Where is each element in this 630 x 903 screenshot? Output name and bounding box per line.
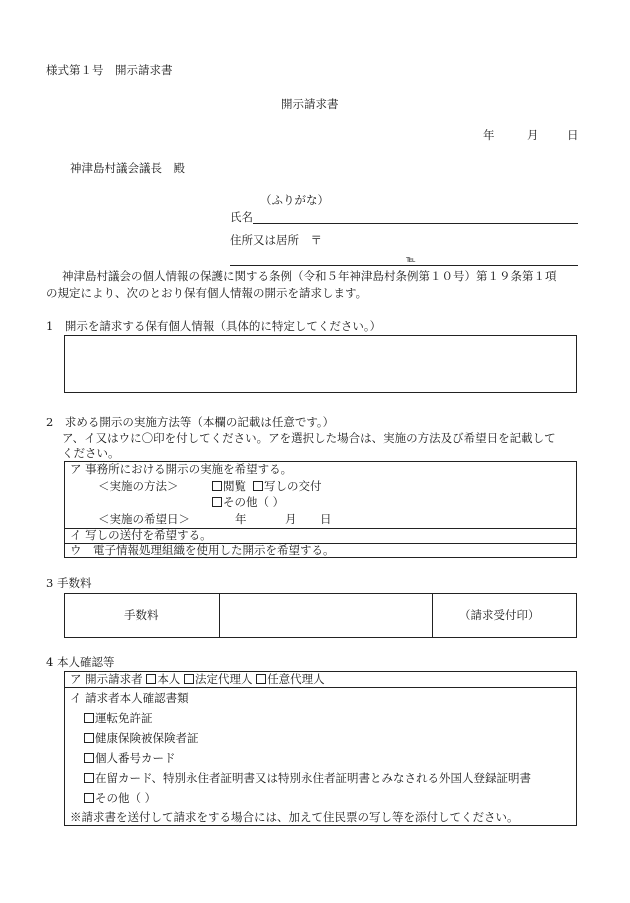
id-doc-mynumber-checkbox[interactable] — [84, 753, 94, 763]
requester-voluntary-option[interactable] — [256, 672, 325, 686]
id-doc-residence-label: 在留カード、特別永住者証明書又は特別永住者証明書とみなされる外国人登録証明書 — [95, 771, 531, 785]
method-other-label: その他（ ） — [223, 495, 285, 509]
method-other-checkbox[interactable] — [212, 497, 222, 507]
furigana-label: （ふりがな） — [260, 193, 329, 207]
page-title: 開示請求書 — [281, 97, 339, 111]
tel-label: ℡ — [406, 255, 416, 265]
requester-legal-checkbox[interactable] — [184, 674, 194, 684]
requester-row — [70, 673, 325, 687]
id-doc-insurance-checkbox[interactable] — [84, 733, 94, 743]
fee-label: 手数料 — [124, 608, 159, 622]
method-inspect-option[interactable] — [212, 480, 246, 494]
addressee: 神津島村議会議長 殿 — [70, 161, 185, 175]
id-doc-other-label: その他（ ） — [95, 791, 157, 805]
method-copy-checkbox[interactable] — [253, 481, 263, 491]
id-doc-title: イ 請求者本人確認書類 — [70, 691, 189, 705]
method-copy-option[interactable] — [253, 480, 322, 494]
personal-info-field[interactable] — [64, 335, 577, 393]
requester-voluntary-label: 任意代理人 — [267, 672, 325, 686]
intro-line-1: 神津島村議会の個人情報の保護に関する条例（令和５年神津島村条例第１０号）第１９条第１項 — [62, 269, 557, 283]
id-doc-insurance-label: 健康保険被保険者証 — [95, 731, 199, 745]
wish-date-day: 日 — [320, 512, 332, 526]
id-doc-option-mynumber[interactable] — [84, 752, 176, 766]
id-doc-option-insurance[interactable] — [84, 732, 199, 746]
section1-title: 1 開示を請求する保有個人情報（具体的に特定してください。） — [46, 319, 382, 333]
date-month-label: 月 — [527, 128, 539, 142]
id-doc-option-license[interactable] — [84, 712, 153, 726]
method-copy-label: 写しの交付 — [264, 479, 322, 493]
section2-note-2: ください。 — [62, 446, 120, 460]
id-doc-other-checkbox[interactable] — [84, 793, 94, 803]
id-doc-residence-checkbox[interactable] — [84, 773, 94, 783]
id-doc-license-checkbox[interactable] — [84, 713, 94, 723]
date-year-label: 年 — [483, 128, 495, 142]
method-inspect-checkbox[interactable] — [212, 481, 222, 491]
option-b[interactable]: イ 写しの送付を希望する。 — [70, 528, 212, 542]
requester-self-label: 本人 — [157, 672, 181, 686]
id-doc-option-residence[interactable] — [84, 772, 531, 786]
section3-title: 3 手数料 — [46, 576, 92, 590]
requester-legal-option[interactable] — [184, 672, 253, 686]
method-label: ＜実施の方法＞ — [98, 479, 179, 493]
method-inspect-label: 閲覧 — [223, 479, 246, 493]
id-doc-mynumber-label: 個人番号カード — [95, 751, 176, 765]
name-field[interactable] — [253, 223, 578, 224]
id-doc-license-label: 運転免許証 — [95, 711, 153, 725]
requester-voluntary-checkbox[interactable] — [256, 674, 266, 684]
wish-date-month: 月 — [285, 512, 297, 526]
divider — [432, 593, 433, 638]
attachment-note: ※請求書を送付して請求をする場合には、加えて住民票の写し等を添付してください。 — [70, 810, 519, 824]
address-label: 住所又は居所 〒 — [230, 233, 322, 247]
date-label: ＜実施の希望日＞ — [98, 512, 190, 526]
section2-title: 2 求める開示の実施方法等（本欄の記載は任意です。） — [46, 415, 335, 429]
method-other-option[interactable] — [212, 496, 284, 510]
date-day-label: 日 — [567, 128, 579, 142]
requester-label: ア 開示請求者 — [70, 672, 143, 686]
requester-self-option[interactable] — [146, 672, 180, 686]
divider — [219, 593, 220, 638]
intro-line-2: の規定により、次のとおり保有個人情報の開示を請求します。 — [46, 286, 368, 300]
section4-title: 4 本人確認等 — [46, 655, 115, 669]
requester-self-checkbox[interactable] — [146, 674, 156, 684]
form-number: 様式第１号 開示請求書 — [46, 63, 173, 77]
option-c[interactable]: ウ 電子情報処理組織を使用した開示を希望する。 — [70, 543, 335, 557]
id-doc-option-other[interactable] — [84, 792, 156, 806]
divider — [64, 687, 577, 688]
name-label: 氏名 — [230, 210, 253, 224]
section2-note-1: ア、イ又はウに〇印を付してください。アを選択した場合は、実施の方法及び希望日を記載して — [62, 431, 556, 445]
requester-legal-label: 法定代理人 — [194, 672, 253, 686]
wish-date-year: 年 — [235, 512, 247, 526]
option-a[interactable]: ア 事務所における開示の実施を希望する。 — [70, 462, 293, 476]
address-field[interactable] — [230, 265, 578, 266]
receipt-stamp-label: （請求受付印） — [459, 608, 540, 622]
